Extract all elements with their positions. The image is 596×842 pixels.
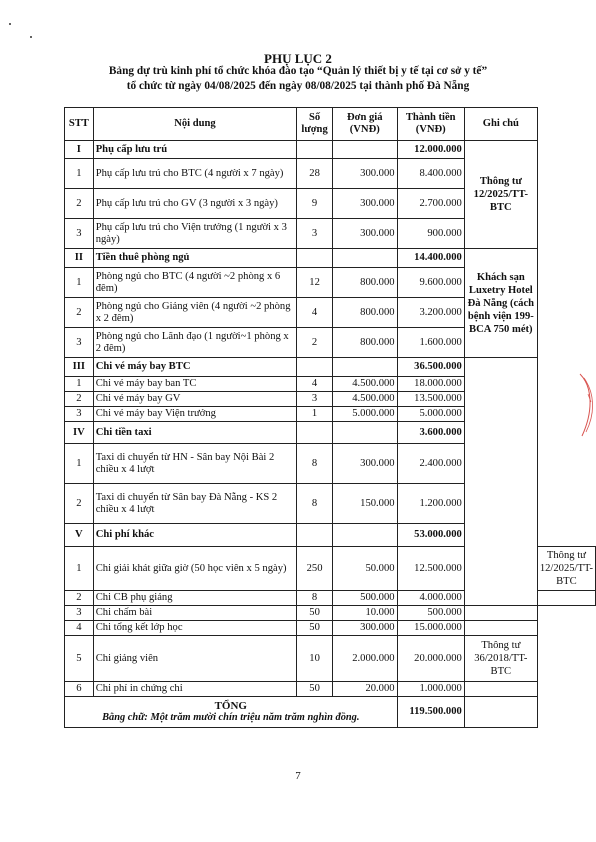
row-price: 4.500.000 [332, 392, 397, 407]
section-title: Phụ cấp lưu trú [93, 141, 297, 159]
row-content: Chi vé máy bay GV [93, 392, 297, 407]
row-stt: 2 [65, 591, 94, 606]
row-qty: 28 [297, 159, 333, 189]
section-stt: IV [65, 422, 94, 444]
row-stt: 6 [65, 682, 94, 697]
note-cell [464, 682, 537, 697]
row-price: 300.000 [332, 444, 397, 484]
total-note [464, 697, 537, 728]
section-amount: 12.000.000 [397, 141, 464, 159]
row-amount: 2.400.000 [397, 444, 464, 484]
row-content: Chi giải khát giữa giờ (50 học viên x 5 ngày) [93, 547, 297, 591]
row-qty: 50 [297, 606, 333, 621]
row-qty: 3 [297, 392, 333, 407]
row-stt: 1 [65, 547, 94, 591]
row-stt: 3 [65, 328, 94, 358]
row-content: Chi giảng viên [93, 636, 297, 682]
total-label-cell [65, 697, 398, 728]
table-row [65, 606, 596, 621]
section-amount: 3.600.000 [397, 422, 464, 444]
row-amount: 12.500.000 [397, 547, 464, 591]
row-content: Taxi di chuyển từ HN - Sân bay Nội Bài 2 chiều x 4 lượt [93, 444, 297, 484]
row-price: 5.000.000 [332, 407, 397, 422]
scan-speck [9, 23, 11, 25]
budget-table [64, 107, 596, 728]
row-stt: 1 [65, 444, 94, 484]
total-amount: 119.500.000 [397, 697, 464, 728]
row-price: 800.000 [332, 268, 397, 298]
row-qty: 250 [297, 547, 333, 591]
page-number: 7 [295, 770, 301, 782]
row-amount: 1.600.000 [397, 328, 464, 358]
header-stt: STT [65, 108, 94, 141]
row-price: 500.000 [332, 591, 397, 606]
row-amount: 8.400.000 [397, 159, 464, 189]
row-price: 800.000 [332, 298, 397, 328]
note-cell: Khách sạn Luxetry Hotel Đà Nẵng (cách bệnh viện 199-BCA 750 mét) [464, 249, 537, 358]
scan-speck [30, 36, 32, 38]
row-stt: 4 [65, 621, 94, 636]
row-price: 300.000 [332, 621, 397, 636]
section-stt: III [65, 358, 94, 377]
section-row [65, 358, 596, 377]
row-stt: 5 [65, 636, 94, 682]
row-stt: 2 [65, 484, 94, 524]
row-qty: 8 [297, 444, 333, 484]
row-stt: 1 [65, 377, 94, 392]
stamp-edge-mark [578, 372, 596, 442]
row-stt: 1 [65, 159, 94, 189]
appendix-title: PHỤ LỤC 2 [264, 51, 332, 66]
appendix-subtitle-line2: tổ chức từ ngày 04/08/2025 đến ngày 08/08/2025 tại thành phố Đà Nẵng [126, 80, 470, 92]
note-cell: Thông tư 36/2018/TT-BTC [464, 636, 537, 682]
row-qty: 10 [297, 636, 333, 682]
row-content: Phòng ngủ cho Lãnh đạo (1 người~1 phòng x 2 đêm) [93, 328, 297, 358]
row-amount: 900.000 [397, 219, 464, 249]
row-content: Phòng ngủ cho BTC (4 người ~2 phòng x 6 đêm) [93, 268, 297, 298]
section-title: Chi phí khác [93, 524, 297, 547]
row-amount: 5.000.000 [397, 407, 464, 422]
row-qty: 50 [297, 621, 333, 636]
row-content: Phụ cấp lưu trú cho BTC (4 người x 7 ngày) [93, 159, 297, 189]
row-amount: 15.000.000 [397, 621, 464, 636]
section-title: Chi vé máy bay BTC [93, 358, 297, 377]
row-content: Chi CB phụ giảng [93, 591, 297, 606]
row-amount: 9.600.000 [397, 268, 464, 298]
header-unit-price: Đơn giá (VNĐ) [332, 108, 397, 141]
row-content: Phụ cấp lưu trú cho GV (3 người x 3 ngày) [93, 189, 297, 219]
section-stt: V [65, 524, 94, 547]
header-amount: Thành tiền (VNĐ) [397, 108, 464, 141]
row-content: Taxi di chuyển từ Sân bay Đà Nẵng - KS 2 chiều x 4 lượt [93, 484, 297, 524]
section-row [65, 249, 596, 268]
header-note: Ghi chú [464, 108, 537, 141]
note-cell: Thông tư 12/2025/TT-BTC [464, 141, 537, 249]
row-price: 4.500.000 [332, 377, 397, 392]
row-amount: 1.000.000 [397, 682, 464, 697]
row-amount: 500.000 [397, 606, 464, 621]
row-content: Chi phí in chứng chỉ [93, 682, 297, 697]
row-content: Chi vé máy bay Viện trưởng [93, 407, 297, 422]
table-header-row [65, 108, 596, 141]
note-cell [464, 621, 537, 636]
row-price: 300.000 [332, 219, 397, 249]
section-amount: 14.400.000 [397, 249, 464, 268]
section-stt: I [65, 141, 94, 159]
row-stt: 1 [65, 268, 94, 298]
row-price: 150.000 [332, 484, 397, 524]
row-content: Phòng ngủ cho Giảng viên (4 người ~2 phòng x 2 đêm) [93, 298, 297, 328]
row-price: 50.000 [332, 547, 397, 591]
row-stt: 3 [65, 219, 94, 249]
row-content: Chi chấm bài [93, 606, 297, 621]
row-amount: 2.700.000 [397, 189, 464, 219]
row-qty: 8 [297, 484, 333, 524]
row-stt: 2 [65, 189, 94, 219]
row-price: 20.000 [332, 682, 397, 697]
section-title: Chi tiền taxi [93, 422, 297, 444]
row-qty: 50 [297, 682, 333, 697]
row-content: Phụ cấp lưu trú cho Viện trưởng (1 người x 3 ngày) [93, 219, 297, 249]
row-amount: 20.000.000 [397, 636, 464, 682]
row-stt: 2 [65, 298, 94, 328]
row-qty: 2 [297, 328, 333, 358]
row-price: 300.000 [332, 189, 397, 219]
row-price: 10.000 [332, 606, 397, 621]
row-amount: 3.200.000 [397, 298, 464, 328]
total-label: TỔNG [214, 700, 247, 712]
header-content: Nội dung [93, 108, 297, 141]
row-amount: 18.000.000 [397, 377, 464, 392]
row-price: 300.000 [332, 159, 397, 189]
total-row [65, 697, 596, 728]
section-amount: 36.500.000 [397, 358, 464, 377]
row-qty: 4 [297, 298, 333, 328]
row-qty: 1 [297, 407, 333, 422]
section-amount: 53.000.000 [397, 524, 464, 547]
header-quantity: Số lượng [297, 108, 333, 141]
total-in-words: Bằng chữ: Một trăm mười chín triệu năm trăm nghìn đồng. [102, 712, 360, 723]
note-cell [537, 591, 595, 606]
row-amount: 4.000.000 [397, 591, 464, 606]
row-stt: 2 [65, 392, 94, 407]
table-row [65, 621, 596, 636]
row-qty: 12 [297, 268, 333, 298]
row-qty: 9 [297, 189, 333, 219]
row-qty: 3 [297, 219, 333, 249]
note-cell: Thông tư 12/2025/TT-BTC [537, 547, 595, 591]
row-qty: 8 [297, 591, 333, 606]
row-content: Chi vé máy bay ban TC [93, 377, 297, 392]
table-row [65, 636, 596, 682]
row-price: 800.000 [332, 328, 397, 358]
section-stt: II [65, 249, 94, 268]
section-row [65, 141, 596, 159]
row-amount: 13.500.000 [397, 392, 464, 407]
note-cell-empty [464, 358, 537, 606]
appendix-subtitle-line1: Bảng dự trù kinh phí tổ chức khóa đào tạo “Quản lý thiết bị y tế tại cơ sở y tế” [108, 65, 488, 77]
row-stt: 3 [65, 407, 94, 422]
note-cell [464, 606, 537, 621]
row-stt: 3 [65, 606, 94, 621]
row-amount: 1.200.000 [397, 484, 464, 524]
row-content: Chi tổng kết lớp học [93, 621, 297, 636]
row-price: 2.000.000 [332, 636, 397, 682]
table-row [65, 682, 596, 697]
row-qty: 4 [297, 377, 333, 392]
section-title: Tiền thuê phòng ngủ [93, 249, 297, 268]
